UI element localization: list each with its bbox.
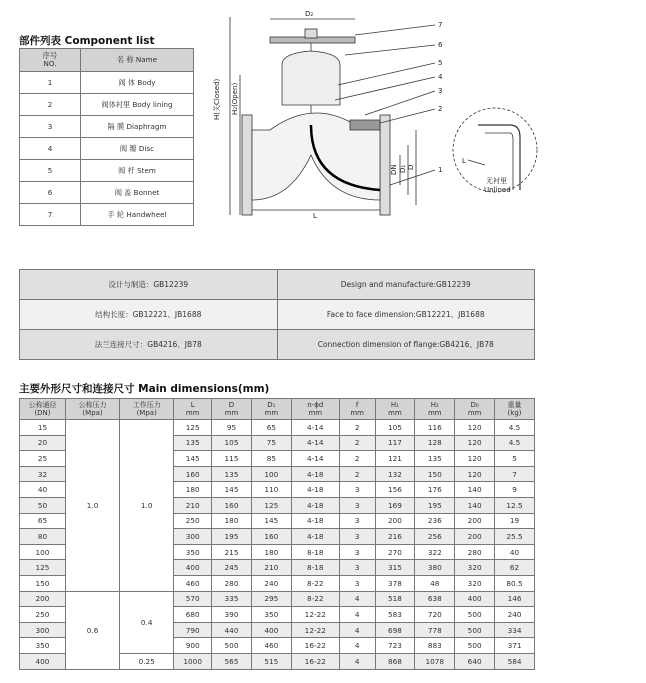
dimensions-cell: 150 — [415, 466, 455, 482]
dimensions-cell: 2 — [339, 420, 375, 436]
dimensions-cell: 12-22 — [291, 622, 339, 638]
dimensions-cell: 65 — [251, 420, 291, 436]
dimensions-cell: 3 — [339, 529, 375, 545]
main-dimensions-title: 主要外形尺寸和连接尺寸 Main dimensions(mm) — [19, 383, 270, 395]
dimensions-cell: 146 — [495, 591, 535, 607]
component-name: 阀 杆 Stem — [81, 160, 194, 182]
dimensions-cell: 4 — [339, 591, 375, 607]
dimensions-cell: 1078 — [415, 653, 455, 669]
dim-h2-open: H₂(Open) — [231, 82, 239, 115]
dimensions-cell: 25.5 — [495, 529, 535, 545]
dimensions-cell: 195 — [212, 529, 252, 545]
dimensions-cell: 4 — [339, 622, 375, 638]
dim-d: D — [407, 164, 415, 170]
component-header-row — [20, 49, 194, 72]
dimensions-cell: 160 — [174, 466, 212, 482]
dimensions-cell: 16-22 — [291, 653, 339, 669]
component-row — [20, 204, 194, 226]
dim-h-closed: H(关Closed) — [213, 78, 221, 120]
component-header-name: 名 称 Name — [81, 49, 194, 72]
dimensions-cell: 200 — [455, 513, 495, 529]
dimensions-header: D₁ mm — [251, 399, 291, 420]
dimensions-cell: 380 — [415, 560, 455, 576]
dimensions-cell: 583 — [375, 607, 415, 623]
dimensions-cell: 245 — [212, 560, 252, 576]
component-no: 6 — [20, 182, 81, 204]
unlined-label-cn: 无衬里 — [486, 177, 507, 185]
dimensions-cell: 105 — [375, 420, 415, 436]
dimensions-cell: 8-18 — [291, 544, 339, 560]
dimensions-cell: 2 — [339, 435, 375, 451]
component-name: 阀 瓣 Disc — [81, 138, 194, 160]
dimensions-cell: 460 — [251, 638, 291, 654]
dimensions-cell: 4-18 — [291, 529, 339, 545]
dimensions-cell: 440 — [212, 622, 252, 638]
component-no: 3 — [20, 116, 81, 138]
dimensions-cell: 215 — [212, 544, 252, 560]
standard-cn: 设计与制造：GB12239 — [20, 270, 278, 300]
dimensions-cell: 62 — [495, 560, 535, 576]
unlined-label-en: Unlined — [484, 186, 511, 194]
dimensions-header-row — [20, 399, 535, 420]
dimensions-cell: 500 — [455, 622, 495, 638]
dimensions-cell: 4-14 — [291, 420, 339, 436]
dimensions-cell: 195 — [415, 497, 455, 513]
dimensions-cell: 4.5 — [495, 435, 535, 451]
callout-1: 1 — [438, 166, 443, 174]
component-name: 隔 膜 Diaphragm — [81, 116, 194, 138]
dimensions-cell: 350 — [251, 607, 291, 623]
dimensions-cell: 460 — [174, 575, 212, 591]
dimensions-cell: 135 — [212, 466, 252, 482]
dimensions-cell: 145 — [251, 513, 291, 529]
working-pressure: 1.0 — [120, 420, 174, 592]
dimensions-cell: 4-18 — [291, 497, 339, 513]
dim-l: L — [313, 212, 317, 220]
dimensions-header: 重量 (kg) — [495, 399, 535, 420]
dimensions-cell: 120 — [455, 435, 495, 451]
dimensions-row — [20, 591, 535, 607]
dimensions-cell: 883 — [415, 638, 455, 654]
dimensions-cell: 320 — [455, 575, 495, 591]
component-name: 手 轮 Handwheel — [81, 204, 194, 226]
dimensions-cell: 105 — [212, 435, 252, 451]
standard-en: Design and manufacture:GB12239 — [277, 270, 535, 300]
dimensions-cell: 400 — [455, 591, 495, 607]
main-dimensions-table — [19, 398, 535, 670]
callout-5: 5 — [438, 59, 443, 67]
dimensions-cell: 8-22 — [291, 591, 339, 607]
dimensions-cell: 156 — [375, 482, 415, 498]
dimensions-cell: 210 — [174, 497, 212, 513]
dimensions-cell: 4 — [339, 638, 375, 654]
component-no: 2 — [20, 94, 81, 116]
component-name: 阀 盖 Bonnet — [81, 182, 194, 204]
dimensions-cell: 236 — [415, 513, 455, 529]
working-pressure: 0.4 — [120, 591, 174, 653]
dimensions-cell: 900 — [174, 638, 212, 654]
dimensions-cell: 698 — [375, 622, 415, 638]
dimensions-cell: 320 — [455, 560, 495, 576]
dimensions-cell: 390 — [212, 607, 252, 623]
dimensions-cell: 1000 — [174, 653, 212, 669]
standard-cn: 结构长度：GB12221、JB1688 — [20, 300, 278, 330]
dimensions-cell: 160 — [251, 529, 291, 545]
dim-d2: D₂ — [305, 10, 314, 18]
standard-row — [20, 270, 535, 300]
dimensions-cell: 8-18 — [291, 560, 339, 576]
dimensions-header: f mm — [339, 399, 375, 420]
dimensions-cell: 3 — [339, 544, 375, 560]
dimensions-cell: 145 — [174, 451, 212, 467]
right-flange — [380, 115, 390, 215]
dimensions-cell: 8-22 — [291, 575, 339, 591]
component-row — [20, 116, 194, 138]
dimensions-cell: 868 — [375, 653, 415, 669]
dimensions-cell: 180 — [212, 513, 252, 529]
dimensions-cell: 500 — [455, 607, 495, 623]
dimensions-cell: 7 — [495, 466, 535, 482]
dimensions-dn: 40 — [20, 482, 66, 498]
dimensions-cell: 515 — [251, 653, 291, 669]
dimensions-dn: 400 — [20, 653, 66, 669]
dimensions-cell: 720 — [415, 607, 455, 623]
component-row — [20, 160, 194, 182]
standard-cn: 法兰连接尺寸：GB4216、JB78 — [20, 330, 278, 360]
dimensions-cell: 270 — [375, 544, 415, 560]
dimensions-dn: 25 — [20, 451, 66, 467]
callout-7: 7 — [438, 21, 443, 29]
dimensions-cell: 216 — [375, 529, 415, 545]
dimensions-dn: 32 — [20, 466, 66, 482]
dimensions-cell: 115 — [212, 451, 252, 467]
dimensions-header: H₁ mm — [375, 399, 415, 420]
dimensions-cell: 40 — [495, 544, 535, 560]
component-header-no: 序号 NO. — [20, 49, 81, 72]
left-flange — [242, 115, 252, 215]
component-list-title: 部件列表 Component list — [19, 35, 155, 47]
dimensions-cell: 500 — [212, 638, 252, 654]
dimensions-cell: 128 — [415, 435, 455, 451]
dimensions-cell: 210 — [251, 560, 291, 576]
dimensions-cell: 371 — [495, 638, 535, 654]
working-pressure: 0.25 — [120, 653, 174, 669]
dimensions-dn: 100 — [20, 544, 66, 560]
standard-en: Connection dimension of flange:GB4216、JB78 — [277, 330, 535, 360]
callout-3: 3 — [438, 87, 443, 95]
dimensions-cell: 120 — [455, 420, 495, 436]
dimensions-cell: 4-18 — [291, 513, 339, 529]
dimensions-dn: 65 — [20, 513, 66, 529]
dimensions-header: D₀ mm — [455, 399, 495, 420]
component-row — [20, 138, 194, 160]
callout-6: 6 — [438, 41, 443, 49]
dimensions-cell: 85 — [251, 451, 291, 467]
dimensions-cell: 584 — [495, 653, 535, 669]
dimensions-cell: 315 — [375, 560, 415, 576]
dimensions-cell: 4-18 — [291, 466, 339, 482]
dimensions-cell: 295 — [251, 591, 291, 607]
dimensions-cell: 280 — [212, 575, 252, 591]
component-no: 4 — [20, 138, 81, 160]
dimensions-cell: 100 — [251, 466, 291, 482]
dimensions-dn: 80 — [20, 529, 66, 545]
dimensions-cell: 125 — [174, 420, 212, 436]
dimensions-cell: 350 — [174, 544, 212, 560]
dimensions-dn: 250 — [20, 607, 66, 623]
callout-2: 2 — [438, 105, 443, 113]
dimensions-cell: 140 — [455, 497, 495, 513]
dimensions-cell: 116 — [415, 420, 455, 436]
dimensions-cell: 638 — [415, 591, 455, 607]
callout-4: 4 — [438, 73, 443, 81]
dimensions-cell: 2 — [339, 451, 375, 467]
dimensions-cell: 3 — [339, 482, 375, 498]
dimensions-cell: 9 — [495, 482, 535, 498]
dimensions-cell: 2 — [339, 466, 375, 482]
dimensions-cell: 3 — [339, 497, 375, 513]
dimensions-dn: 20 — [20, 435, 66, 451]
nominal-pressure: 0.6 — [65, 591, 119, 669]
dimensions-cell: 117 — [375, 435, 415, 451]
dimensions-cell: 140 — [455, 482, 495, 498]
dimensions-cell: 135 — [415, 451, 455, 467]
dimensions-cell: 565 — [212, 653, 252, 669]
dimensions-cell: 180 — [251, 544, 291, 560]
dim-d1: D₁ — [399, 164, 407, 173]
dimensions-dn: 150 — [20, 575, 66, 591]
dimensions-cell: 16-22 — [291, 638, 339, 654]
dimensions-dn: 200 — [20, 591, 66, 607]
standard-row — [20, 330, 535, 360]
dimensions-header: D mm — [212, 399, 252, 420]
dimensions-cell: 778 — [415, 622, 455, 638]
dimensions-cell: 570 — [174, 591, 212, 607]
dimensions-cell: 135 — [174, 435, 212, 451]
dim-dn: DN — [390, 164, 398, 175]
dimensions-cell: 4-14 — [291, 451, 339, 467]
bonnet — [282, 51, 340, 105]
dimensions-cell: 125 — [251, 497, 291, 513]
component-name: 阀 体 Body — [81, 72, 194, 94]
dimensions-row — [20, 420, 535, 436]
component-no: 1 — [20, 72, 81, 94]
dimensions-cell: 250 — [174, 513, 212, 529]
dimensions-header: n-ϕd mm — [291, 399, 339, 420]
dimensions-cell: 400 — [174, 560, 212, 576]
dimensions-cell: 121 — [375, 451, 415, 467]
valve-drawing — [210, 5, 630, 220]
dimensions-dn: 350 — [20, 638, 66, 654]
dimensions-cell: 176 — [415, 482, 455, 498]
dimensions-cell: 790 — [174, 622, 212, 638]
dimensions-cell: 240 — [251, 575, 291, 591]
dimensions-cell: 80.5 — [495, 575, 535, 591]
dimensions-cell: 335 — [212, 591, 252, 607]
component-name: 阀体衬里 Body lining — [81, 94, 194, 116]
standard-row — [20, 300, 535, 330]
dimensions-cell: 145 — [212, 482, 252, 498]
component-list-table — [19, 48, 194, 226]
component-row — [20, 94, 194, 116]
dimensions-cell: 400 — [251, 622, 291, 638]
dimensions-cell: 48 — [415, 575, 455, 591]
dimensions-dn: 125 — [20, 560, 66, 576]
dimensions-cell: 680 — [174, 607, 212, 623]
dimensions-cell: 4-18 — [291, 482, 339, 498]
dimensions-cell: 120 — [455, 466, 495, 482]
dimensions-cell: 280 — [455, 544, 495, 560]
dimensions-header: 工作压力 (Mpa) — [120, 399, 174, 420]
dimensions-cell: 378 — [375, 575, 415, 591]
standard-en: Face to face dimension:GB12221、JB1688 — [277, 300, 535, 330]
dimensions-cell: 132 — [375, 466, 415, 482]
dimensions-cell: 3 — [339, 575, 375, 591]
dimensions-cell: 3 — [339, 560, 375, 576]
dimensions-cell: 240 — [495, 607, 535, 623]
dimensions-cell: 75 — [251, 435, 291, 451]
dimensions-cell: 200 — [375, 513, 415, 529]
dimensions-cell: 322 — [415, 544, 455, 560]
dimensions-cell: 19 — [495, 513, 535, 529]
dimensions-cell: 4-14 — [291, 435, 339, 451]
dimensions-cell: 4 — [339, 607, 375, 623]
dimensions-cell: 12-22 — [291, 607, 339, 623]
dimensions-cell: 3 — [339, 513, 375, 529]
component-row — [20, 182, 194, 204]
dimensions-dn: 50 — [20, 497, 66, 513]
dimensions-cell: 300 — [174, 529, 212, 545]
dimensions-cell: 4.5 — [495, 420, 535, 436]
dimensions-cell: 723 — [375, 638, 415, 654]
nominal-pressure: 1.0 — [65, 420, 119, 592]
dimensions-cell: 120 — [455, 451, 495, 467]
dimensions-dn: 300 — [20, 622, 66, 638]
component-no: 5 — [20, 160, 81, 182]
dimensions-cell: 160 — [212, 497, 252, 513]
dimensions-cell: 12.5 — [495, 497, 535, 513]
dimensions-cell: 180 — [174, 482, 212, 498]
dimensions-cell: 518 — [375, 591, 415, 607]
detail-dim-l: L — [462, 157, 466, 165]
component-no: 7 — [20, 204, 81, 226]
dimensions-cell: 110 — [251, 482, 291, 498]
dimensions-header: H₂ mm — [415, 399, 455, 420]
dimensions-cell: 169 — [375, 497, 415, 513]
dimensions-cell: 500 — [455, 638, 495, 654]
dimensions-cell: 640 — [455, 653, 495, 669]
dimensions-cell: 334 — [495, 622, 535, 638]
dimensions-dn: 15 — [20, 420, 66, 436]
dimensions-header: 公称通径 (DN) — [20, 399, 66, 420]
component-row — [20, 72, 194, 94]
standards-table — [19, 269, 535, 360]
dimensions-cell: 95 — [212, 420, 252, 436]
dimensions-cell: 256 — [415, 529, 455, 545]
dimensions-cell: 5 — [495, 451, 535, 467]
dimensions-header: L mm — [174, 399, 212, 420]
dimensions-cell: 4 — [339, 653, 375, 669]
dimensions-cell: 200 — [455, 529, 495, 545]
dimensions-header: 公称压力 (Mpa) — [65, 399, 119, 420]
